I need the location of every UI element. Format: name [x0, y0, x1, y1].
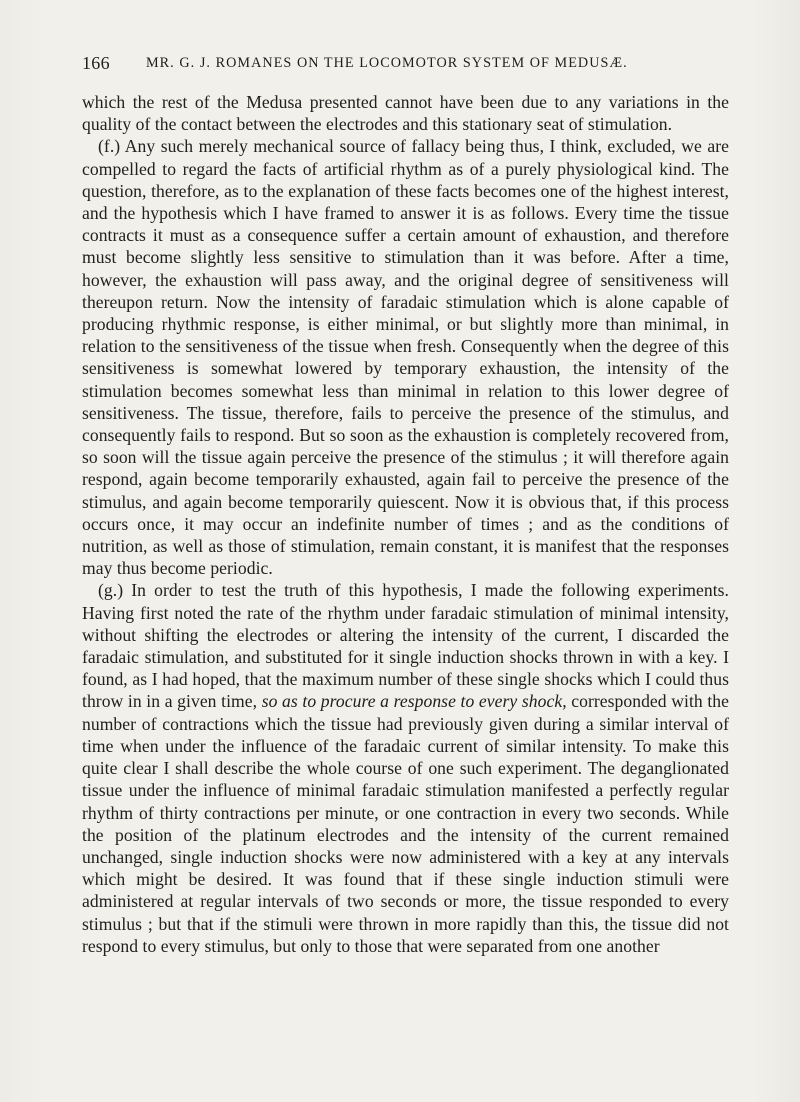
- paragraph-g: [82, 579, 729, 956]
- paragraph-g-text-end: corresponded with the number of contractions which the tissue had previously given during a similar interval of time when under the influence of the faradaic current of similar intensity. To make this quite clear I shall describe the whole course of one such experiment. The deganglionated tissue under the influence of minimal faradaic stimulation manifested a perfectly regular rhythm of thirty contractions per minute, or one contraction in every two seconds. While the position of the platinum electrodes and the intensity of the current remained unchanged, single induction shocks were now administered with a key at any intervals which might be desired. It was found that if these single induction stimuli were administered at regular intervals of two seconds or more, the tissue responded to every stimulus ; but that if the stimuli were thrown in more rapidly than this, the tissue did not respond to every stimulus, but only to those that were separated from one another: [82, 691, 729, 956]
- paragraph-continuation: which the rest of the Medusa presented cannot have been due to any variations in the quality of the contact between the electrodes and this stationary seat of stimulation.: [82, 92, 729, 135]
- running-title: MR. G. J. ROMANES ON THE LOCOMOTOR SYSTEM OF MEDUSÆ.: [146, 55, 628, 71]
- page-number: 166: [82, 53, 110, 73]
- paragraph-g-text-start: (g.) In order to test the truth of this hypothesis, I made the following experiments. Having first noted the rate of the rhythm under faradaic stimulation of minimal intensity, without shifting the electrodes or altering the intensity of the current, I discarded the faradaic stimulation, and substituted for it single induction shocks thrown in with a key. I found, as I had hoped, that the maximum number of these single shocks which I could thus throw in in a given time,: [82, 580, 729, 712]
- paragraph-f: (f.) Any such merely mechanical source of fallacy being thus, I think, excluded, we are compelled to regard the facts of artificial rhythm as of a purely physiological kind. The question, therefore, as to the explanation of these facts becomes one of the highest interest, and the hypothesis which I have framed to answer it is as follows. Every time the tissue contracts it must as a consequence suffer a certain amount of exhaustion, and therefore must become slightly less sensitive to stimulation than it was before. After a time, however, the exhaustion will pass away, and the original degree of sensitiveness will thereupon return. Now the intensity of faradaic stimulation which is alone capable of producing rhythmic response, is either minimal, or but slightly more than minimal, in relation to the sensitiveness of the tissue when fresh. Consequently when the degree of this sensitiveness is somewhat lowered by temporary exhaustion, the intensity of the stimulation becomes somewhat less than minimal in relation to this lower degree of sensitiveness. The tissue, therefore, fails to perceive the presence of the stimulus, and consequently fails to respond. But so soon as the exhaustion is completely recovered from, so soon will the tissue again perceive the presence of the stimulus ; it will therefore again respond, again become temporarily exhausted, again fail to perceive the presence of the stimulus, and again become temporarily quiescent. Now it is obvious that, if this process occurs once, it may occur an indefinite number of times ; and as the conditions of nutrition, as well as those of stimulation, remain constant, it is manifest that the responses may thus become periodic.: [82, 136, 729, 579]
- body-text: [82, 91, 729, 957]
- paragraph-g-italic-phrase: so as to procure a response to every shock,: [261, 691, 567, 712]
- page-header: [82, 53, 726, 75]
